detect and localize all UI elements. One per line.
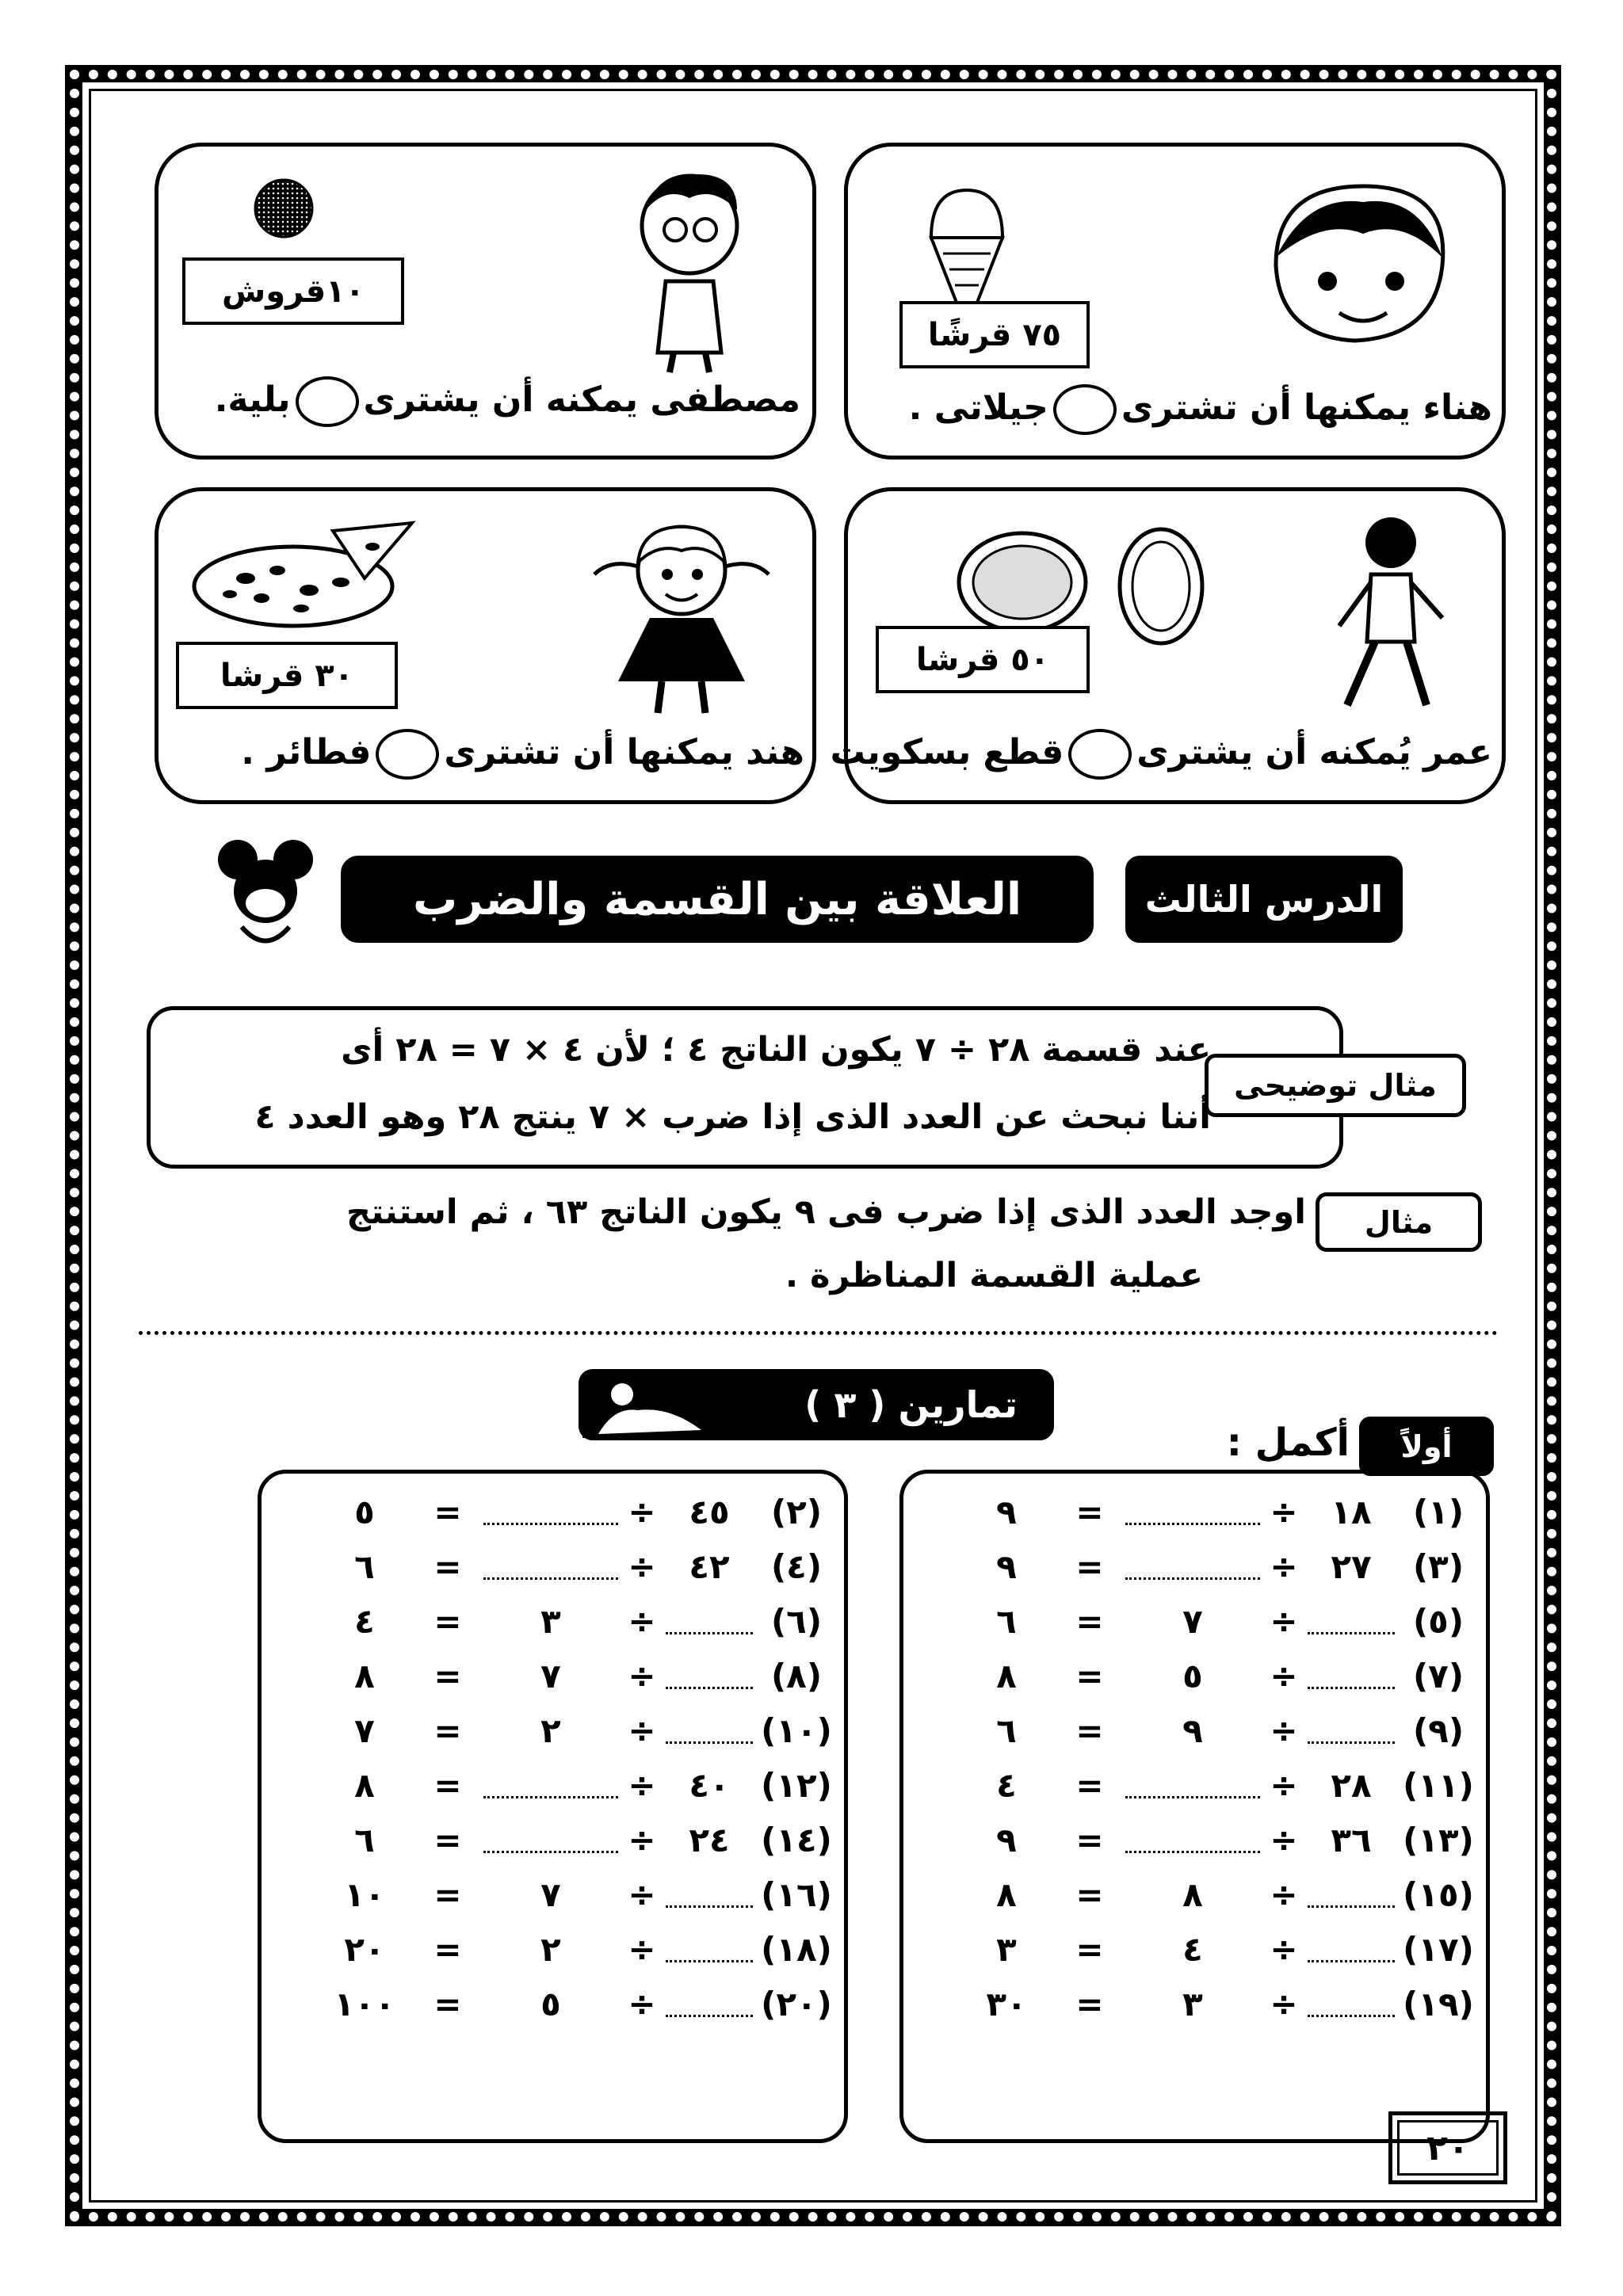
equals-sign: =	[1075, 1820, 1104, 1859]
page-number-box	[1388, 2111, 1507, 2184]
caption-hind	[241, 729, 804, 780]
exercise-number: (١٣)	[1403, 1820, 1474, 1859]
lesson-title	[341, 856, 1094, 943]
answer-blank[interactable]	[483, 1843, 618, 1853]
result: ١٠٠	[334, 1984, 395, 2023]
answer-blank[interactable]	[1308, 1952, 1395, 1962]
answer-blank[interactable]	[666, 1897, 753, 1908]
boy-thinking-icon	[602, 162, 777, 376]
caption-hana	[909, 384, 1492, 435]
exercise-number: (١٤)	[761, 1820, 832, 1859]
exercise-number: (٥)	[1412, 1601, 1465, 1641]
equals-sign: =	[1075, 1929, 1104, 1969]
equals-sign: =	[433, 1875, 462, 1914]
divide-sign: ÷	[628, 1711, 656, 1750]
exercise-row	[269, 1595, 840, 1647]
divisor: ٢	[540, 1711, 561, 1750]
equals-sign: =	[433, 1601, 462, 1641]
exercise-row	[911, 1814, 1482, 1866]
divide-sign: ÷	[628, 1765, 656, 1805]
exercise-number: (١٠)	[761, 1711, 832, 1750]
exercise-row	[911, 1650, 1482, 1702]
girl-pigtails-icon	[579, 511, 785, 725]
result: ٣	[996, 1929, 1017, 1969]
result: ٥	[354, 1492, 375, 1531]
divisor: ٧	[540, 1875, 561, 1914]
divisor: ٨	[1182, 1875, 1203, 1914]
exercise-row	[269, 1814, 840, 1866]
divisor: ٧	[1182, 1601, 1203, 1641]
exercise-number: (١١)	[1403, 1765, 1474, 1805]
result: ٨	[996, 1875, 1017, 1914]
equals-sign: =	[1075, 1656, 1104, 1695]
caption-hind-text: هند يمكنها أن تشترى	[444, 732, 804, 772]
caption-omar	[831, 729, 1492, 780]
divisor: ٤	[1182, 1929, 1203, 1969]
answer-blank[interactable]	[1125, 1788, 1260, 1798]
divide-sign: ÷	[1270, 1656, 1298, 1695]
section-label: أكمل :	[1226, 1421, 1350, 1465]
section-tag	[1359, 1417, 1494, 1476]
equals-sign: =	[1075, 1492, 1104, 1531]
answer-blank[interactable]	[1308, 1624, 1395, 1634]
equals-sign: =	[1075, 1547, 1104, 1586]
divide-sign: ÷	[628, 1984, 656, 2023]
caption-hind-item: فطائر .	[241, 732, 372, 772]
answer-blank[interactable]	[1125, 1843, 1260, 1853]
exercise-row	[269, 1650, 840, 1702]
exercise-number: (١٥)	[1403, 1875, 1474, 1914]
answer-blank[interactable]	[666, 1952, 753, 1962]
example-line2: عملية القسمة المناظرة .	[785, 1256, 1203, 1295]
exercise-number: (١٧)	[1403, 1929, 1474, 1969]
exercises-title-text: تمارين ( ٣ )	[804, 1383, 1018, 1426]
exercise-row	[911, 1868, 1482, 1920]
answer-circle-mostafa[interactable]	[296, 376, 359, 427]
equals-sign: =	[1075, 1875, 1104, 1914]
exercise-row	[911, 1704, 1482, 1756]
divide-sign: ÷	[1270, 1820, 1298, 1859]
price-box-mostafa: ١٠قروش	[182, 257, 404, 325]
answer-blank[interactable]	[483, 1569, 618, 1580]
divisor: ٣	[540, 1601, 561, 1641]
divide-sign: ÷	[1270, 1711, 1298, 1750]
dividend: ٤٢	[689, 1547, 730, 1586]
dividend: ٢٨	[1331, 1765, 1372, 1805]
caption-mostafa-text: مصطفى يمكنه أن يشترى	[363, 379, 800, 420]
exercise-number: (٨)	[770, 1656, 823, 1695]
example-line1: اوجد العدد الذى إذا ضرب فى ٩ يكون الناتج ٦٣ ، ثم استنتج	[346, 1192, 1306, 1232]
exercise-number: (٩)	[1412, 1711, 1465, 1750]
illustrative-example-line2: أننا نبحث عن العدد الذى إذا ضرب × ٧ ينتج ٢٨ وهو العدد ٤	[254, 1097, 1211, 1137]
example-tag-text: مثال	[1364, 1204, 1434, 1240]
answer-circle-hana[interactable]	[1053, 384, 1117, 435]
price-box-hind: ٣٠ قرشا	[176, 642, 398, 709]
exercise-number: (٤)	[770, 1547, 823, 1586]
dividend: ١٨	[1331, 1492, 1372, 1531]
mickey-mouse-icon	[206, 836, 325, 955]
equals-sign: =	[433, 1547, 462, 1586]
equals-sign: =	[433, 1929, 462, 1969]
result: ٦	[996, 1601, 1017, 1641]
equals-sign: =	[1075, 1601, 1104, 1641]
result: ٧	[354, 1711, 375, 1750]
boy-walking-icon	[1316, 507, 1458, 721]
answer-blank[interactable]	[666, 2007, 753, 2017]
divisor: ٣	[1182, 1984, 1203, 2023]
divide-sign: ÷	[1270, 1492, 1298, 1531]
equals-sign: =	[433, 1984, 462, 2023]
equals-sign: =	[1075, 1711, 1104, 1750]
answer-blank[interactable]	[483, 1788, 618, 1798]
equals-sign: =	[433, 1820, 462, 1859]
result: ٩	[996, 1492, 1017, 1531]
exercise-row	[911, 1540, 1482, 1592]
divide-sign: ÷	[628, 1547, 656, 1586]
girl-face-icon	[1244, 170, 1466, 353]
illustrative-example-tag	[1205, 1054, 1466, 1117]
divide-sign: ÷	[628, 1492, 656, 1531]
divide-sign: ÷	[1270, 1875, 1298, 1914]
exercise-number: (٧)	[1412, 1656, 1465, 1695]
exercise-number: (٢٠)	[761, 1984, 832, 2023]
exercise-row	[911, 1486, 1482, 1538]
pizza-icon	[182, 515, 420, 634]
answer-blank[interactable]	[1308, 1679, 1395, 1689]
divide-sign: ÷	[1270, 1547, 1298, 1586]
result: ٢٠	[344, 1929, 385, 1969]
exercise-number: (١٦)	[761, 1875, 832, 1914]
answer-blank[interactable]	[1125, 1569, 1260, 1580]
divide-sign: ÷	[1270, 1765, 1298, 1805]
exercise-row	[911, 1595, 1482, 1647]
dividend: ٤٥	[689, 1492, 730, 1531]
answer-blank[interactable]	[1125, 1515, 1260, 1525]
page-number: ٢٠	[1426, 2127, 1469, 2168]
result: ٦	[996, 1711, 1017, 1750]
divisor: ٥	[1182, 1656, 1203, 1695]
price-box-hana: ٧٥ قرشًا	[899, 301, 1090, 368]
equals-sign: =	[1075, 1984, 1104, 2023]
answer-circle-omar[interactable]	[1068, 729, 1132, 780]
page-number-inner-border	[1397, 2120, 1499, 2176]
exercise-number: (١٨)	[761, 1929, 832, 1969]
caption-omar-text: عمر يُمكنه أن يشترى	[1136, 732, 1492, 772]
exercise-row	[269, 1704, 840, 1756]
divisor: ٧	[540, 1656, 561, 1695]
caption-hana-text: هناء يمكنها أن تشترى	[1121, 387, 1492, 428]
divide-sign: ÷	[1270, 1601, 1298, 1641]
section-tag-text: أولاً	[1400, 1428, 1453, 1464]
answer-blank[interactable]	[1308, 2007, 1395, 2017]
divisor: ٥	[540, 1984, 561, 2023]
result: ٩	[996, 1820, 1017, 1859]
lesson-tag	[1125, 856, 1403, 943]
exercise-row	[269, 1486, 840, 1538]
dividend: ٤٠	[689, 1765, 730, 1805]
lesson-title-text: العلاقة بين القسمة والضرب	[412, 873, 1022, 925]
equals-sign: =	[433, 1711, 462, 1750]
exercise-number: (٢)	[770, 1492, 823, 1531]
exercise-number: (١٢)	[761, 1765, 832, 1805]
result: ٦	[354, 1547, 375, 1586]
exercise-number: (٦)	[770, 1601, 823, 1641]
divide-sign: ÷	[628, 1929, 656, 1969]
equals-sign: =	[433, 1765, 462, 1805]
exercise-number: (١)	[1412, 1492, 1465, 1531]
lesson-tag-text: الدرس الثالث	[1144, 878, 1384, 921]
result: ٤	[996, 1765, 1017, 1805]
exercise-row	[269, 1923, 840, 1975]
answer-blank[interactable]	[666, 1624, 753, 1634]
marble-icon	[252, 177, 315, 240]
result: ٨	[354, 1656, 375, 1695]
exercise-number: (١٩)	[1403, 1984, 1474, 2023]
caption-mostafa-item: بلية.	[214, 379, 291, 420]
exercise-row	[269, 1978, 840, 2030]
panel-hana	[844, 143, 1506, 460]
equals-sign: =	[433, 1656, 462, 1695]
divide-sign: ÷	[628, 1875, 656, 1914]
exercise-row	[269, 1868, 840, 1920]
girl-reading-icon	[582, 1375, 709, 1438]
caption-mostafa	[215, 376, 800, 427]
dividend: ٢٤	[689, 1820, 730, 1859]
dividend: ٣٦	[1331, 1820, 1372, 1859]
result: ٩	[996, 1547, 1017, 1586]
result: ١٠	[344, 1875, 385, 1914]
section-divider	[139, 1331, 1498, 1335]
divide-sign: ÷	[628, 1820, 656, 1859]
dividend: ٢٧	[1331, 1547, 1372, 1586]
divide-sign: ÷	[1270, 1929, 1298, 1969]
caption-omar-item: قطع بسكويت	[830, 732, 1064, 772]
answer-blank[interactable]	[1308, 1897, 1395, 1908]
equals-sign: =	[433, 1492, 462, 1531]
divisor: ٢	[540, 1929, 561, 1969]
result: ٦	[354, 1820, 375, 1859]
divide-sign: ÷	[628, 1656, 656, 1695]
exercise-row	[911, 1978, 1482, 2030]
divide-sign: ÷	[1270, 1984, 1298, 2023]
divide-sign: ÷	[628, 1601, 656, 1641]
result: ٨	[354, 1765, 375, 1805]
divisor: ٩	[1182, 1711, 1203, 1750]
panel-hind	[155, 487, 816, 804]
result: ٨	[996, 1656, 1017, 1695]
equals-sign: =	[1075, 1765, 1104, 1805]
exercise-row	[269, 1759, 840, 1811]
exercise-row	[911, 1759, 1482, 1811]
answer-blank[interactable]	[666, 1679, 753, 1689]
caption-hana-item: جيلاتى .	[908, 387, 1048, 428]
panel-mostafa	[155, 143, 816, 460]
illustrative-example-tag-text: مثال توضيحى	[1234, 1068, 1437, 1103]
answer-circle-hind[interactable]	[376, 729, 439, 780]
price-box-omar: ٥٠ قرشا	[876, 626, 1090, 693]
exercise-row	[911, 1923, 1482, 1975]
illustrative-example-line1: عند قسمة ٢٨ ÷ ٧ يكون الناتج ٤ ؛ لأن ٤ × ٧ = ٢٨ أى	[341, 1030, 1211, 1070]
answer-blank[interactable]	[483, 1515, 618, 1525]
result: ٣٠	[986, 1984, 1027, 2023]
answer-blank[interactable]	[666, 1733, 753, 1744]
answer-blank[interactable]	[1308, 1733, 1395, 1744]
panel-omar	[830, 487, 1506, 804]
exercise-number: (٣)	[1412, 1547, 1465, 1586]
exercise-row	[269, 1540, 840, 1592]
result: ٤	[354, 1601, 375, 1641]
example-tag	[1316, 1192, 1482, 1252]
